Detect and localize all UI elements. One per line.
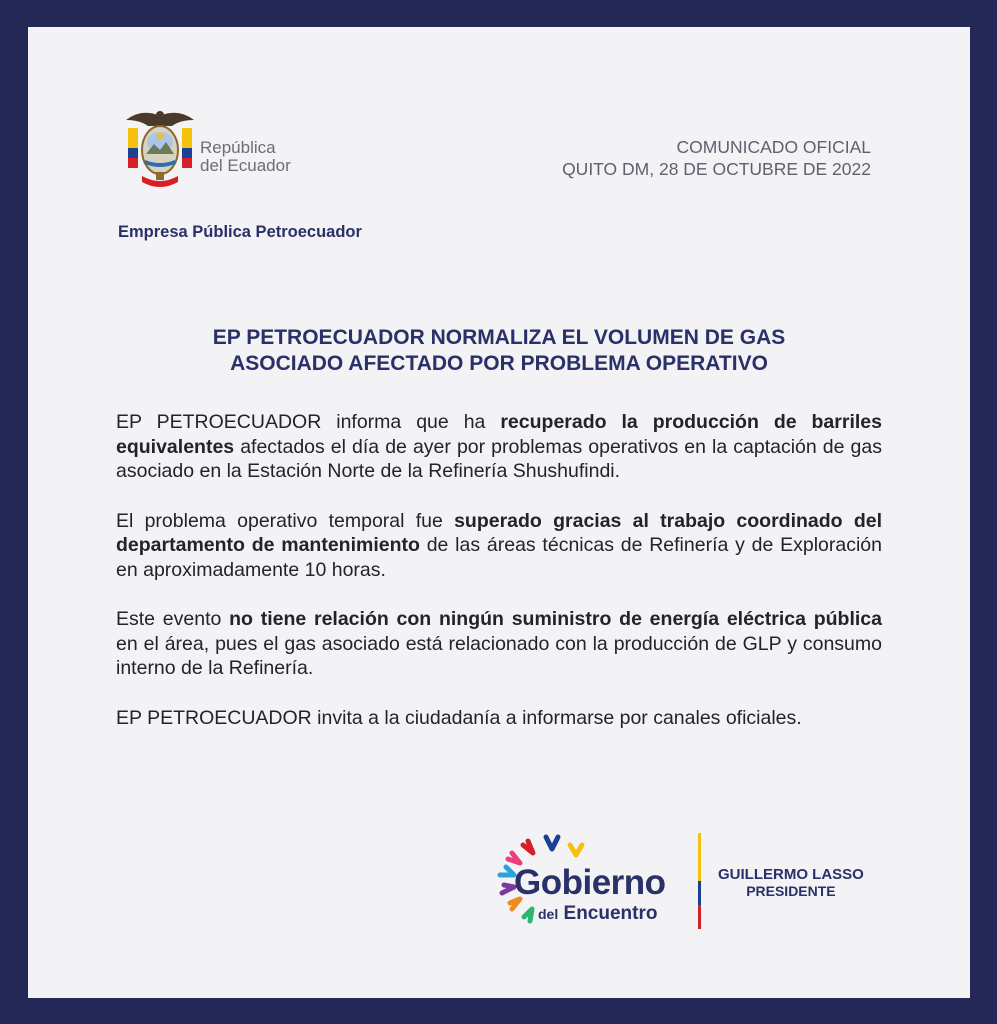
communique-place-date: QUITO DM, 28 DE OCTUBRE DE 2022	[562, 159, 871, 179]
paragraph: EP PETROECUADOR invita a la ciudadanía a informarse por canales oficiales.	[116, 706, 802, 729]
communique-type: COMUNICADO OFICIAL	[676, 137, 871, 157]
organization-name: Empresa Pública Petroecuador	[118, 223, 362, 241]
communique-card	[28, 27, 970, 998]
paragraph: EP PETROECUADOR informa que ha recuperado la producción de barriles equivalentes afectados el día de ayer por problemas operativos en la captación de gas asociado en la Estación Norte de la Refinería Shushufindi.	[116, 411, 882, 482]
flag-divider	[698, 833, 701, 929]
president-title: PRESIDENTE	[746, 883, 836, 899]
del-encuentro-wordmark: del Encuentro	[538, 903, 658, 924]
headline: EP PETROECUADOR NORMALIZA EL VOLUMEN DE GAS ASOCIADO AFECTADO POR PROBLEMA OPERATIVO	[212, 326, 786, 375]
president-name: GUILLERMO LASSO	[718, 866, 864, 883]
communique-body	[116, 410, 882, 755]
gobierno-wordmark: Gobierno	[514, 863, 666, 902]
paragraph: El problema operativo temporal fue superado gracias al trabajo coordinado del departamento de mantenimiento de las áreas técnicas de Refinería y de Exploración en aproximadamente 10 horas.	[116, 509, 882, 581]
republica-del-ecuador-label: República del Ecuador	[200, 138, 291, 175]
paragraph: Este evento no tiene relación con ningún suministro de energía eléctrica pública en el área, pues el gas asociado está relacionado con la producción de GLP y consumo interno de la Refinería.	[116, 608, 882, 679]
ecuador-coat-of-arms-icon	[120, 106, 200, 194]
communique-header	[562, 136, 871, 180]
president-signature	[718, 867, 864, 899]
